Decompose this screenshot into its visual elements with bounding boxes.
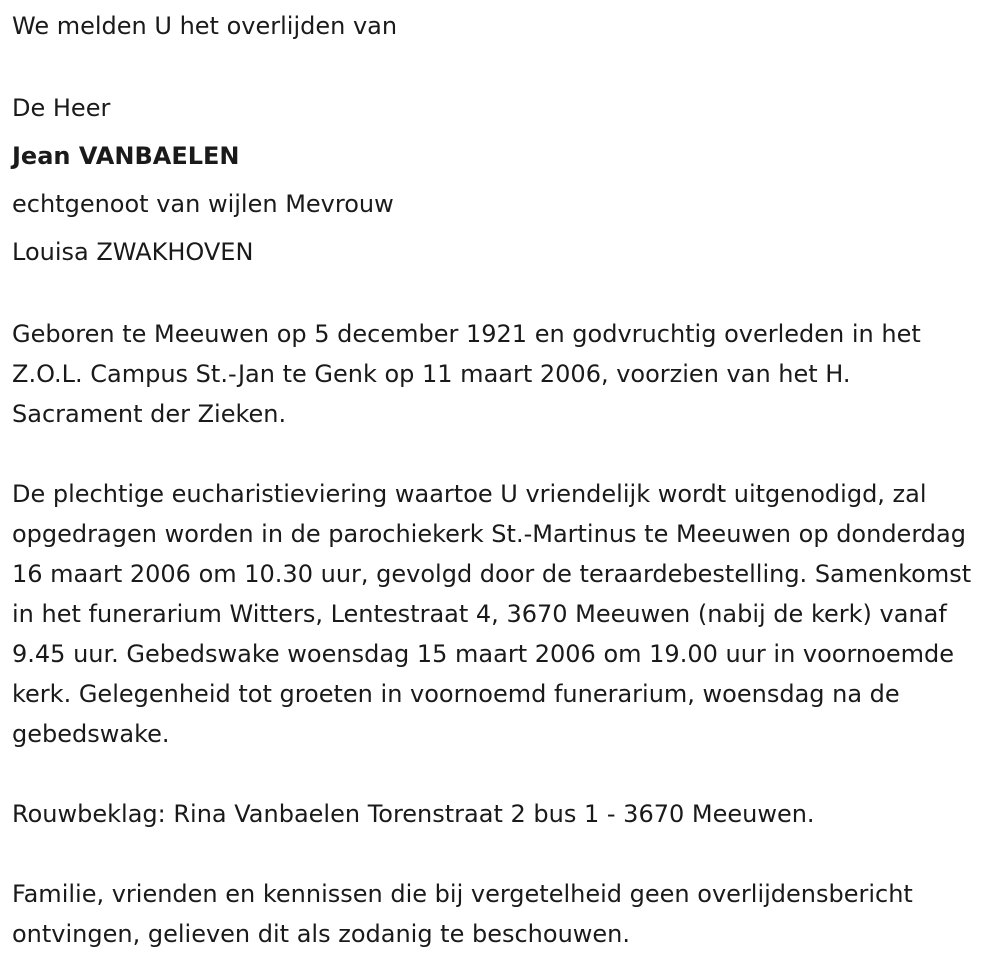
condolence-line: Rouwbeklag: Rina Vanbaelen Torenstraat 2 bus 1 - 3670 Meeuwen. (12, 800, 815, 828)
spacer (12, 434, 988, 474)
spacer (12, 276, 988, 314)
closing-paragraph: Familie, vrienden en kennissen die bij vergetelheid geen overlijdensbericht ontvingen, gelieven dit als zodanig te beschouwen. (12, 880, 913, 948)
spouse-line: echtgenoot van wijlen Mevrouw (12, 190, 394, 218)
spacer (12, 46, 988, 84)
intro-line: We melden U het overlijden van (12, 12, 398, 40)
title-line: De Heer (12, 94, 111, 122)
spacer (12, 754, 988, 794)
deceased-block (12, 84, 988, 276)
deceased-name: Jean VANBAELEN (12, 142, 240, 170)
spouse-name: Louisa ZWAKHOVEN (12, 238, 254, 266)
ceremony-paragraph: De plechtige eucharistieviering waartoe U vriendelijk wordt uitgenodigd, zal opgedragen worden in de parochiekerk St.-Martinus te Meeuwen op donderdag 16 maart 2006 om 10.30 uur, gevolgd door de teraardebestelling. Samenkomst in het funerarium Witters, Lentestraat 4, 3670 Meeuwen (nabij de kerk) vanaf 9.45 uur. Gebedswake woensdag 15 maart 2006 om 19.00 uur in voornoemde kerk. Gelegenheid tot groeten in voornoemd funerarium, woensdag na de gebedswake. (12, 480, 972, 748)
spacer (12, 834, 988, 874)
birth-paragraph: Geboren te Meeuwen op 5 december 1921 en godvruchtig overleden in het Z.O.L. Campus St.-Jan te Genk op 11 maart 2006, voorzien van het H. Sacrament der Zieken. (12, 320, 921, 428)
